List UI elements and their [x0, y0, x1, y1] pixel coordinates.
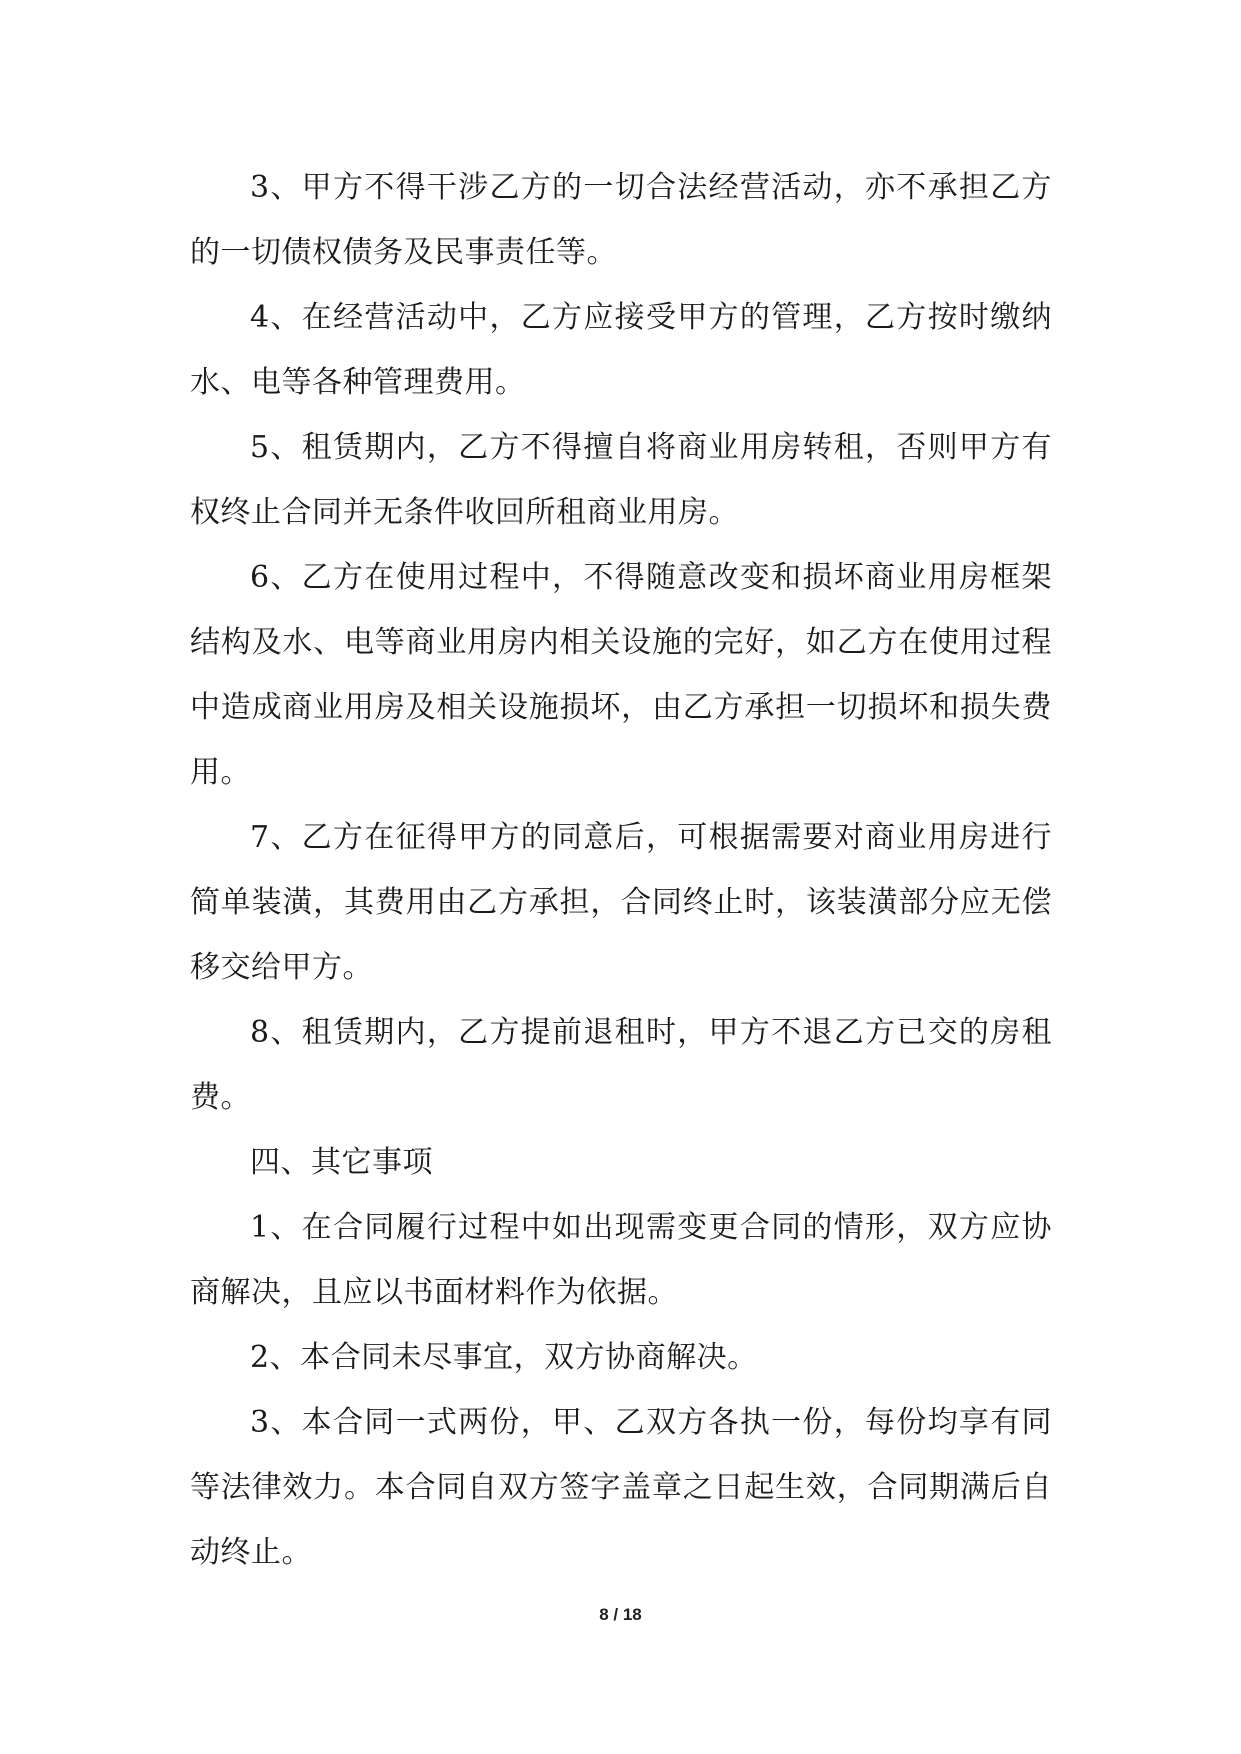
paragraph-other-1: 1、在合同履行过程中如出现需变更合同的情形，双方应协商解决，且应以书面材料作为依据。 [190, 1210, 1052, 1310]
paragraph-clause-8: 8、租赁期内，乙方提前退租时，甲方不退乙方已交的房租费。 [190, 1015, 1052, 1115]
paragraph-clause-5: 5、租赁期内，乙方不得擅自将商业用房转租，否则甲方有权终止合同并无条件收回所租商业用房。 [190, 430, 1052, 530]
paragraph-other-2: 2、本合同未尽事宜，双方协商解决。 [250, 1340, 758, 1375]
paragraph-clause-4: 4、在经营活动中，乙方应接受甲方的管理，乙方按时缴纳水、电等各种管理费用。 [190, 300, 1052, 400]
paragraph-clause-6: 6、乙方在使用过程中，不得随意改变和损坏商业用房框架结构及水、电等商业用房内相关设施的完好，如乙方在使用过程中造成商业用房及相关设施损坏，由乙方承担一切损坏和损失费用。 [190, 560, 1052, 790]
paragraph-other-3: 3、本合同一式两份，甲、乙双方各执一份，每份均享有同等法律效力。本合同自双方签字盖章之日起生效，合同期满后自动终止。 [190, 1405, 1052, 1570]
document-body [190, 155, 1052, 1585]
section-heading-other-matters: 四、其它事项 [250, 1145, 433, 1180]
paragraph-clause-7: 7、乙方在征得甲方的同意后，可根据需要对商业用房进行简单装潢，其费用由乙方承担，合同终止时，该装潢部分应无偿移交给甲方。 [190, 820, 1052, 985]
page-number: 8 / 18 [599, 1605, 642, 1624]
paragraph-clause-3: 3、甲方不得干涉乙方的一切合法经营活动，亦不承担乙方的一切债权债务及民事责任等。 [190, 170, 1052, 270]
